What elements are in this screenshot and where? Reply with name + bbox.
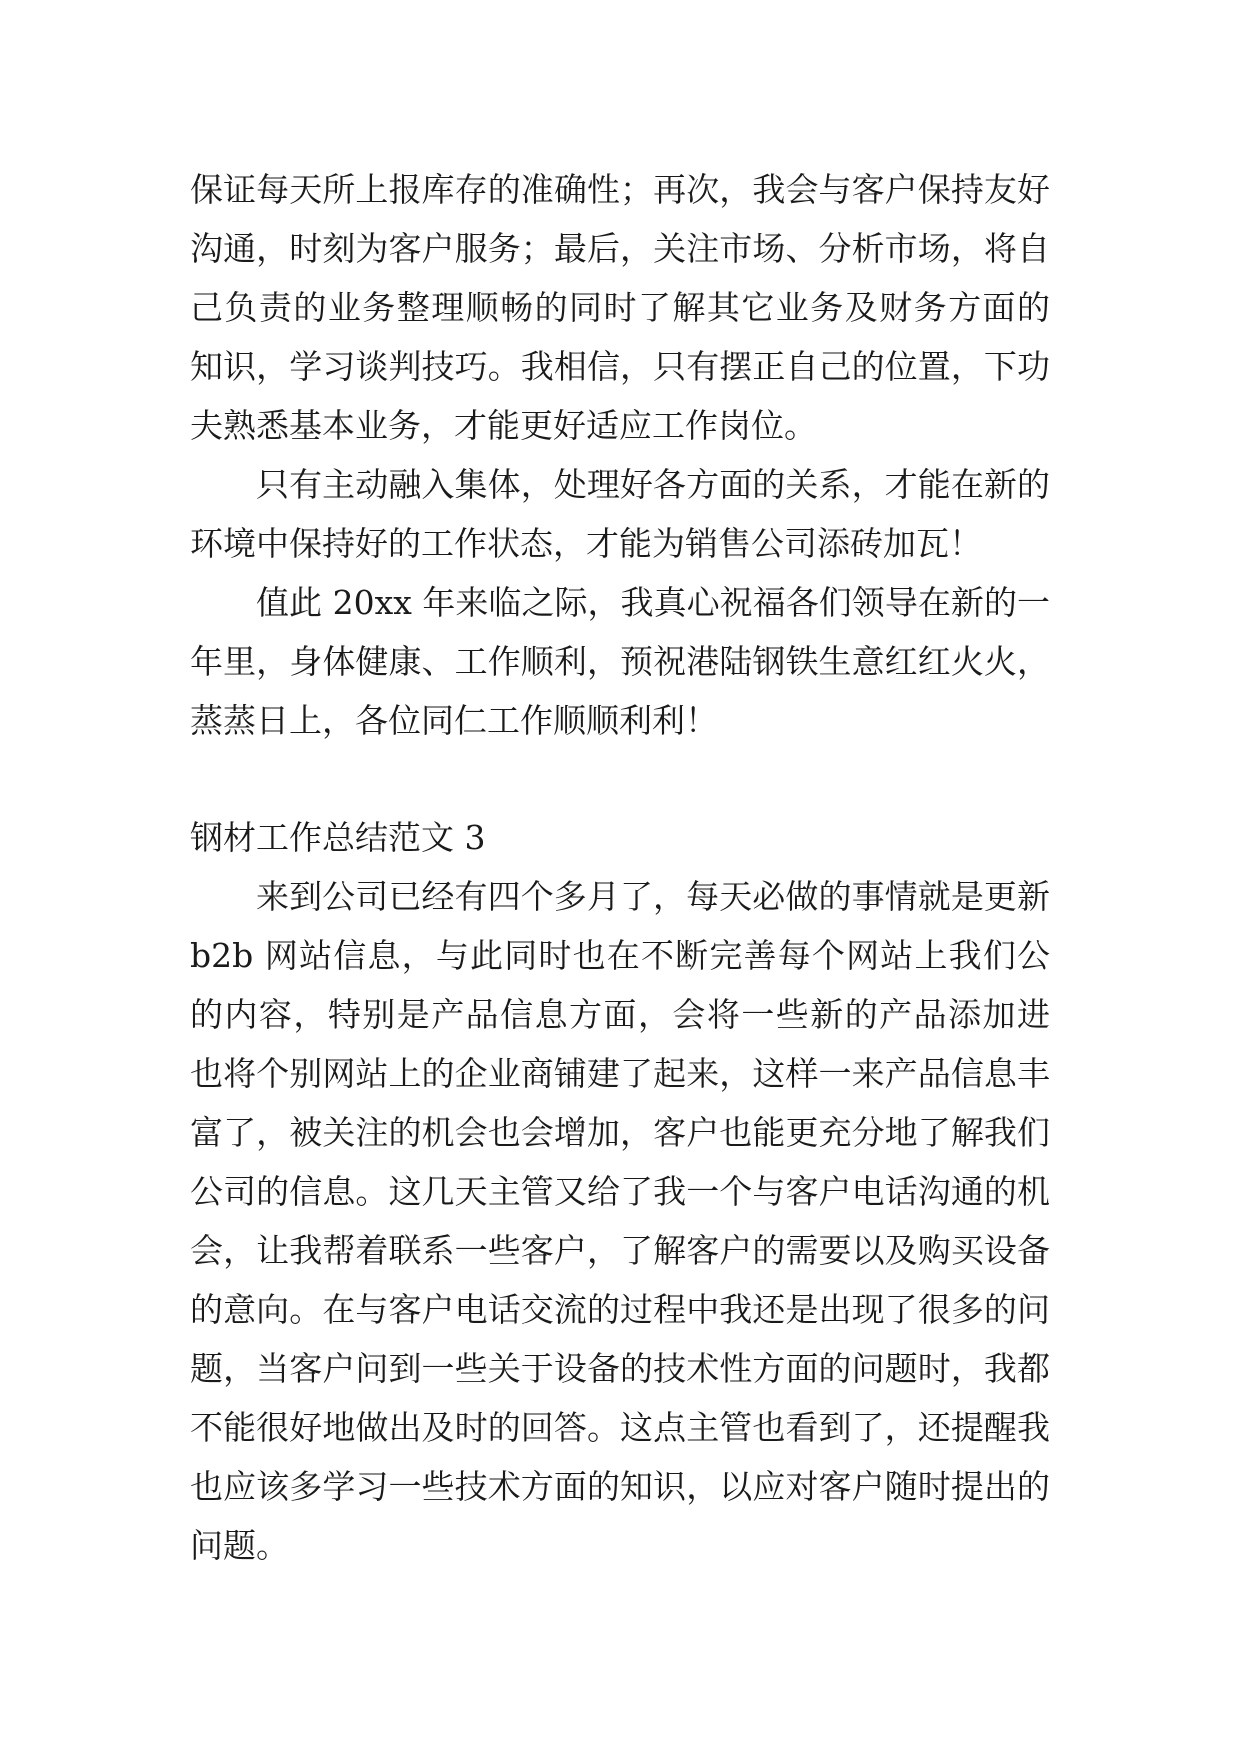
text-line: 沟通，时刻为客户服务；最后，关注市场、分析市场，将自	[190, 229, 1050, 268]
text-line: 富了，被关注的机会也会增加，客户也能更充分地了解我们	[190, 1113, 1050, 1152]
text-line: 也应该多学习一些技术方面的知识，以应对客户随时提出的	[190, 1467, 1050, 1506]
text-line: 公司的信息。这几天主管又给了我一个与客户电话沟通的机	[190, 1172, 1050, 1211]
paragraph-work-summary	[190, 867, 1050, 1575]
text-line: 题，当客户问到一些关于设备的技术性方面的问题时，我都	[190, 1349, 1050, 1388]
section-spacer	[190, 750, 1050, 808]
text-line: b2b 网站信息，与此同时也在不断完善每个网站上我们公	[190, 936, 1050, 975]
text-line: 会，让我帮着联系一些客户，了解客户的需要以及购买设备	[190, 1231, 1050, 1270]
text-line: 保证每天所上报库存的准确性；再次，我会与客户保持友好	[190, 170, 1050, 209]
text-line: 知识，学习谈判技巧。我相信，只有摆正自己的位置，下功	[190, 347, 1050, 386]
paragraph-new-year-wishes	[190, 573, 1050, 750]
text-line: 问题。	[190, 1526, 289, 1565]
paragraph-continuation	[190, 160, 1050, 455]
text-line: 来到公司已经有四个多月了，每天必做的事情就是更新	[256, 877, 1050, 916]
text-line: 不能很好地做出及时的回答。这点主管也看到了，还提醒我	[190, 1408, 1050, 1447]
text-line: 己负责的业务整理顺畅的同时了解其它业务及财务方面的	[190, 288, 1050, 327]
text-line: 夫熟悉基本业务，才能更好适应工作岗位。	[190, 406, 817, 445]
text-line: 蒸蒸日上，各位同仁工作顺顺利利！	[190, 701, 718, 740]
text-line: 的意向。在与客户电话交流的过程中我还是出现了很多的问	[190, 1290, 1050, 1329]
text-line: 的内容，特别是产品信息方面，会将一些新的产品添加进	[190, 995, 1050, 1034]
section-heading: 钢材工作总结范文 3	[190, 818, 486, 857]
text-line: 值此 20xx 年来临之际，我真心祝福各们领导在新的一	[256, 583, 1050, 622]
text-line: 环境中保持好的工作状态，才能为销售公司添砖加瓦！	[190, 524, 982, 563]
paragraph-integration	[190, 455, 1050, 573]
document-body	[190, 160, 1050, 1575]
text-line: 只有主动融入集体，处理好各方面的关系，才能在新的	[256, 465, 1050, 504]
text-line: 年里，身体健康、工作顺利，预祝港陆钢铁生意红红火火，	[190, 642, 1050, 681]
text-line: 也将个别网站上的企业商铺建了起来，这样一来产品信息丰	[190, 1054, 1050, 1093]
